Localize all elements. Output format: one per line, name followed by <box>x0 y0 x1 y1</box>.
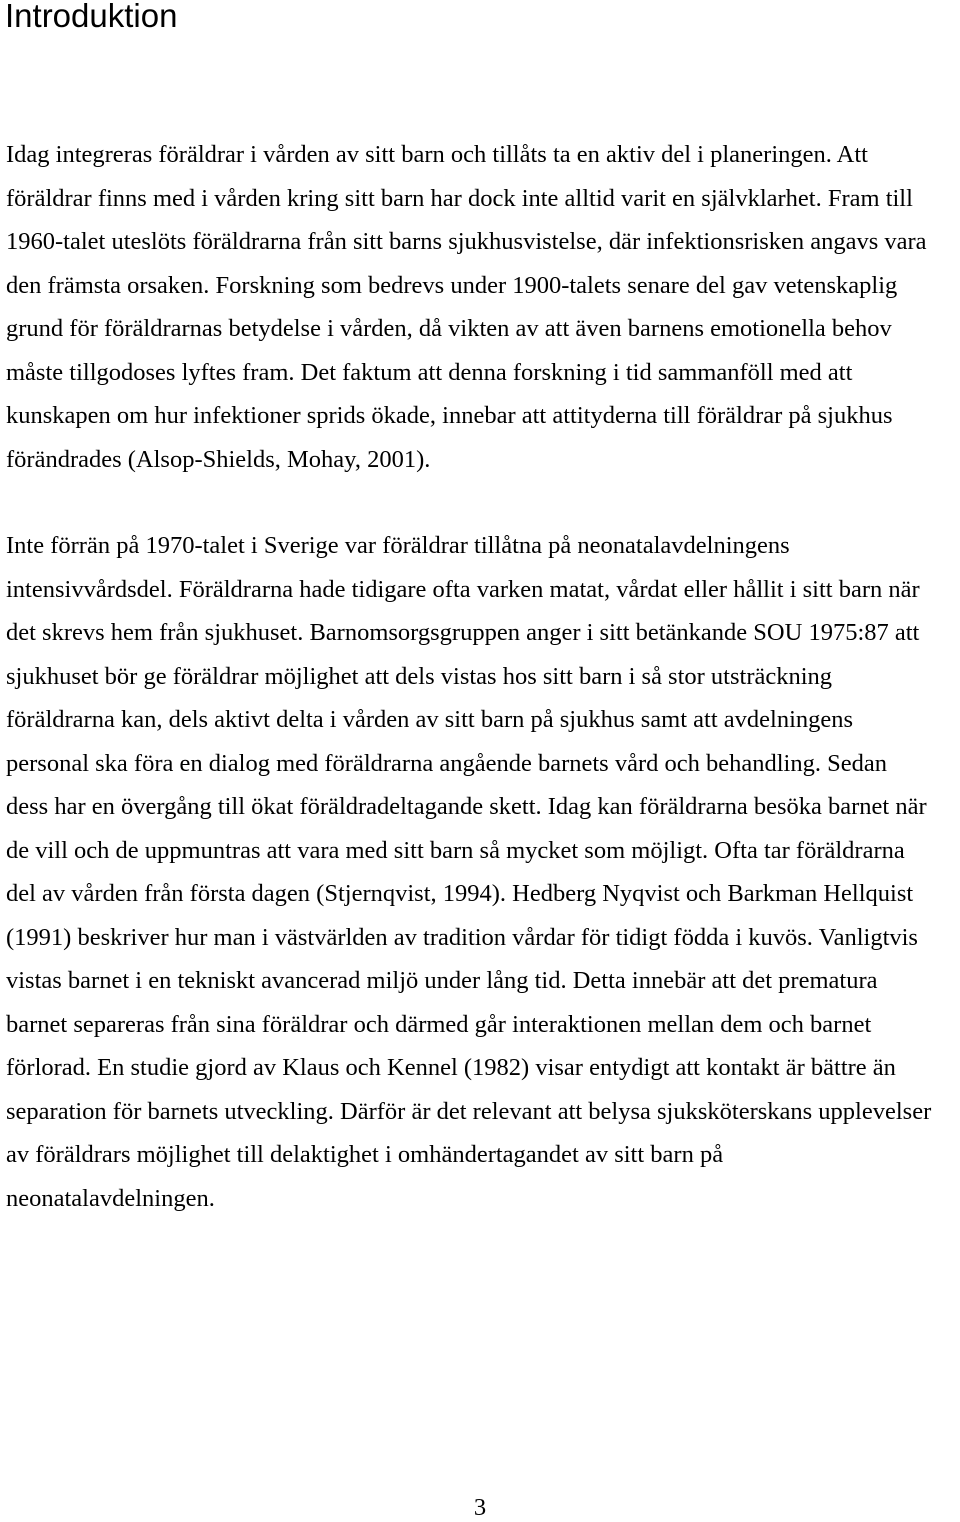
paragraph-line: Inte förrän på 1970-talet i Sverige var föräldrar tillåtna på neonatalavdelningens <box>6 532 790 559</box>
paragraph-line: Idag integreras föräldrar i vården av sitt barn och tillåts ta en aktiv del i planeringen. Att <box>6 141 868 168</box>
paragraph-line: intensivvårdsdel. Föräldrarna hade tidigare ofta varken matat, vårdat eller hållit i sitt barn när <box>6 575 920 603</box>
paragraph-line: måste tillgodoses lyftes fram. Det faktum att denna forskning i tid sammanföll med att <box>6 358 853 386</box>
paragraph-line: del av vården från första dagen (Stjernqvist, 1994). Hedberg Nyqvist och Barkman Hellquist <box>6 880 914 907</box>
paragraph-line: förlorad. En studie gjord av Klaus och Kennel (1982) visar entydigt att kontakt är bättre än <box>6 1054 896 1081</box>
paragraph-line: kunskapen om hur infektioner sprids ökade, innebar att attityderna till föräldrar på sjukhus <box>6 402 893 429</box>
paragraph-line: det skrevs hem från sjukhuset. Barnomsorgsgruppen anger i sitt betänkande SOU 1975:87 att <box>6 619 920 646</box>
paragraph-line: sjukhuset bör ge föräldrar möjlighet att dels vistas hos sitt barn i så stor utsträckning <box>6 662 833 690</box>
paragraph-line: barnet separeras från sina föräldrar och därmed går interaktionen mellan dem och barnet <box>6 1010 872 1038</box>
paragraph-line: dess har en övergång till ökat föräldradeltagande skett. Idag kan föräldrarna besöka barnet när <box>6 793 927 820</box>
paragraph-line: neonatalavdelningen. <box>6 1184 215 1212</box>
paragraph-line: föräldrar finns med i vården kring sitt barn har dock inte alltid varit en självklarhet. Fram till <box>6 184 913 212</box>
page-number: 3 <box>473 1494 487 1521</box>
paragraph-line: separation för barnets utveckling. Därför är det relevant att belysa sjuksköterskans upplevelser <box>6 1097 932 1125</box>
paragraph-1 <box>6 133 956 481</box>
paragraph-line: förändrades (Alsop-Shields, Mohay, 2001). <box>6 445 431 473</box>
paragraph-2 <box>6 524 956 1220</box>
paragraph-line: personal ska föra en dialog med föräldrarna angående barnets vård och behandling. Sedan <box>6 749 887 777</box>
paragraph-line: vistas barnet i en tekniskt avancerad miljö under lång tid. Detta innebär att det prematura <box>6 967 878 994</box>
paragraph-line: (1991) beskriver hur man i västvärlden av tradition vårdar för tidigt födda i kuvös. Vanligtvis <box>6 923 918 951</box>
paragraph-line: föräldrarna kan, dels aktivt delta i vården av sitt barn på sjukhus samt att avdelningens <box>6 706 854 733</box>
paragraph-line: 1960-talet uteslöts föräldrarna från sitt barns sjukhusvistelse, där infektionsrisken angavs vara <box>6 228 927 255</box>
paragraph-line: de vill och de uppmuntras att vara med sitt barn så mycket som möjligt. Ofta tar föräldrarna <box>6 836 905 864</box>
paragraph-line: den främsta orsaken. Forskning som bedrevs under 1900-talets senare del gav vetenskaplig <box>6 271 898 299</box>
section-heading: Introduktion <box>5 0 178 34</box>
paragraph-line: av föräldrars möjlighet till delaktighet i omhändertagandet av sitt barn på <box>6 1141 724 1168</box>
paragraph-line: grund för föräldrarnas betydelse i vården, då vikten av att även barnens emotionella behov <box>6 315 892 342</box>
